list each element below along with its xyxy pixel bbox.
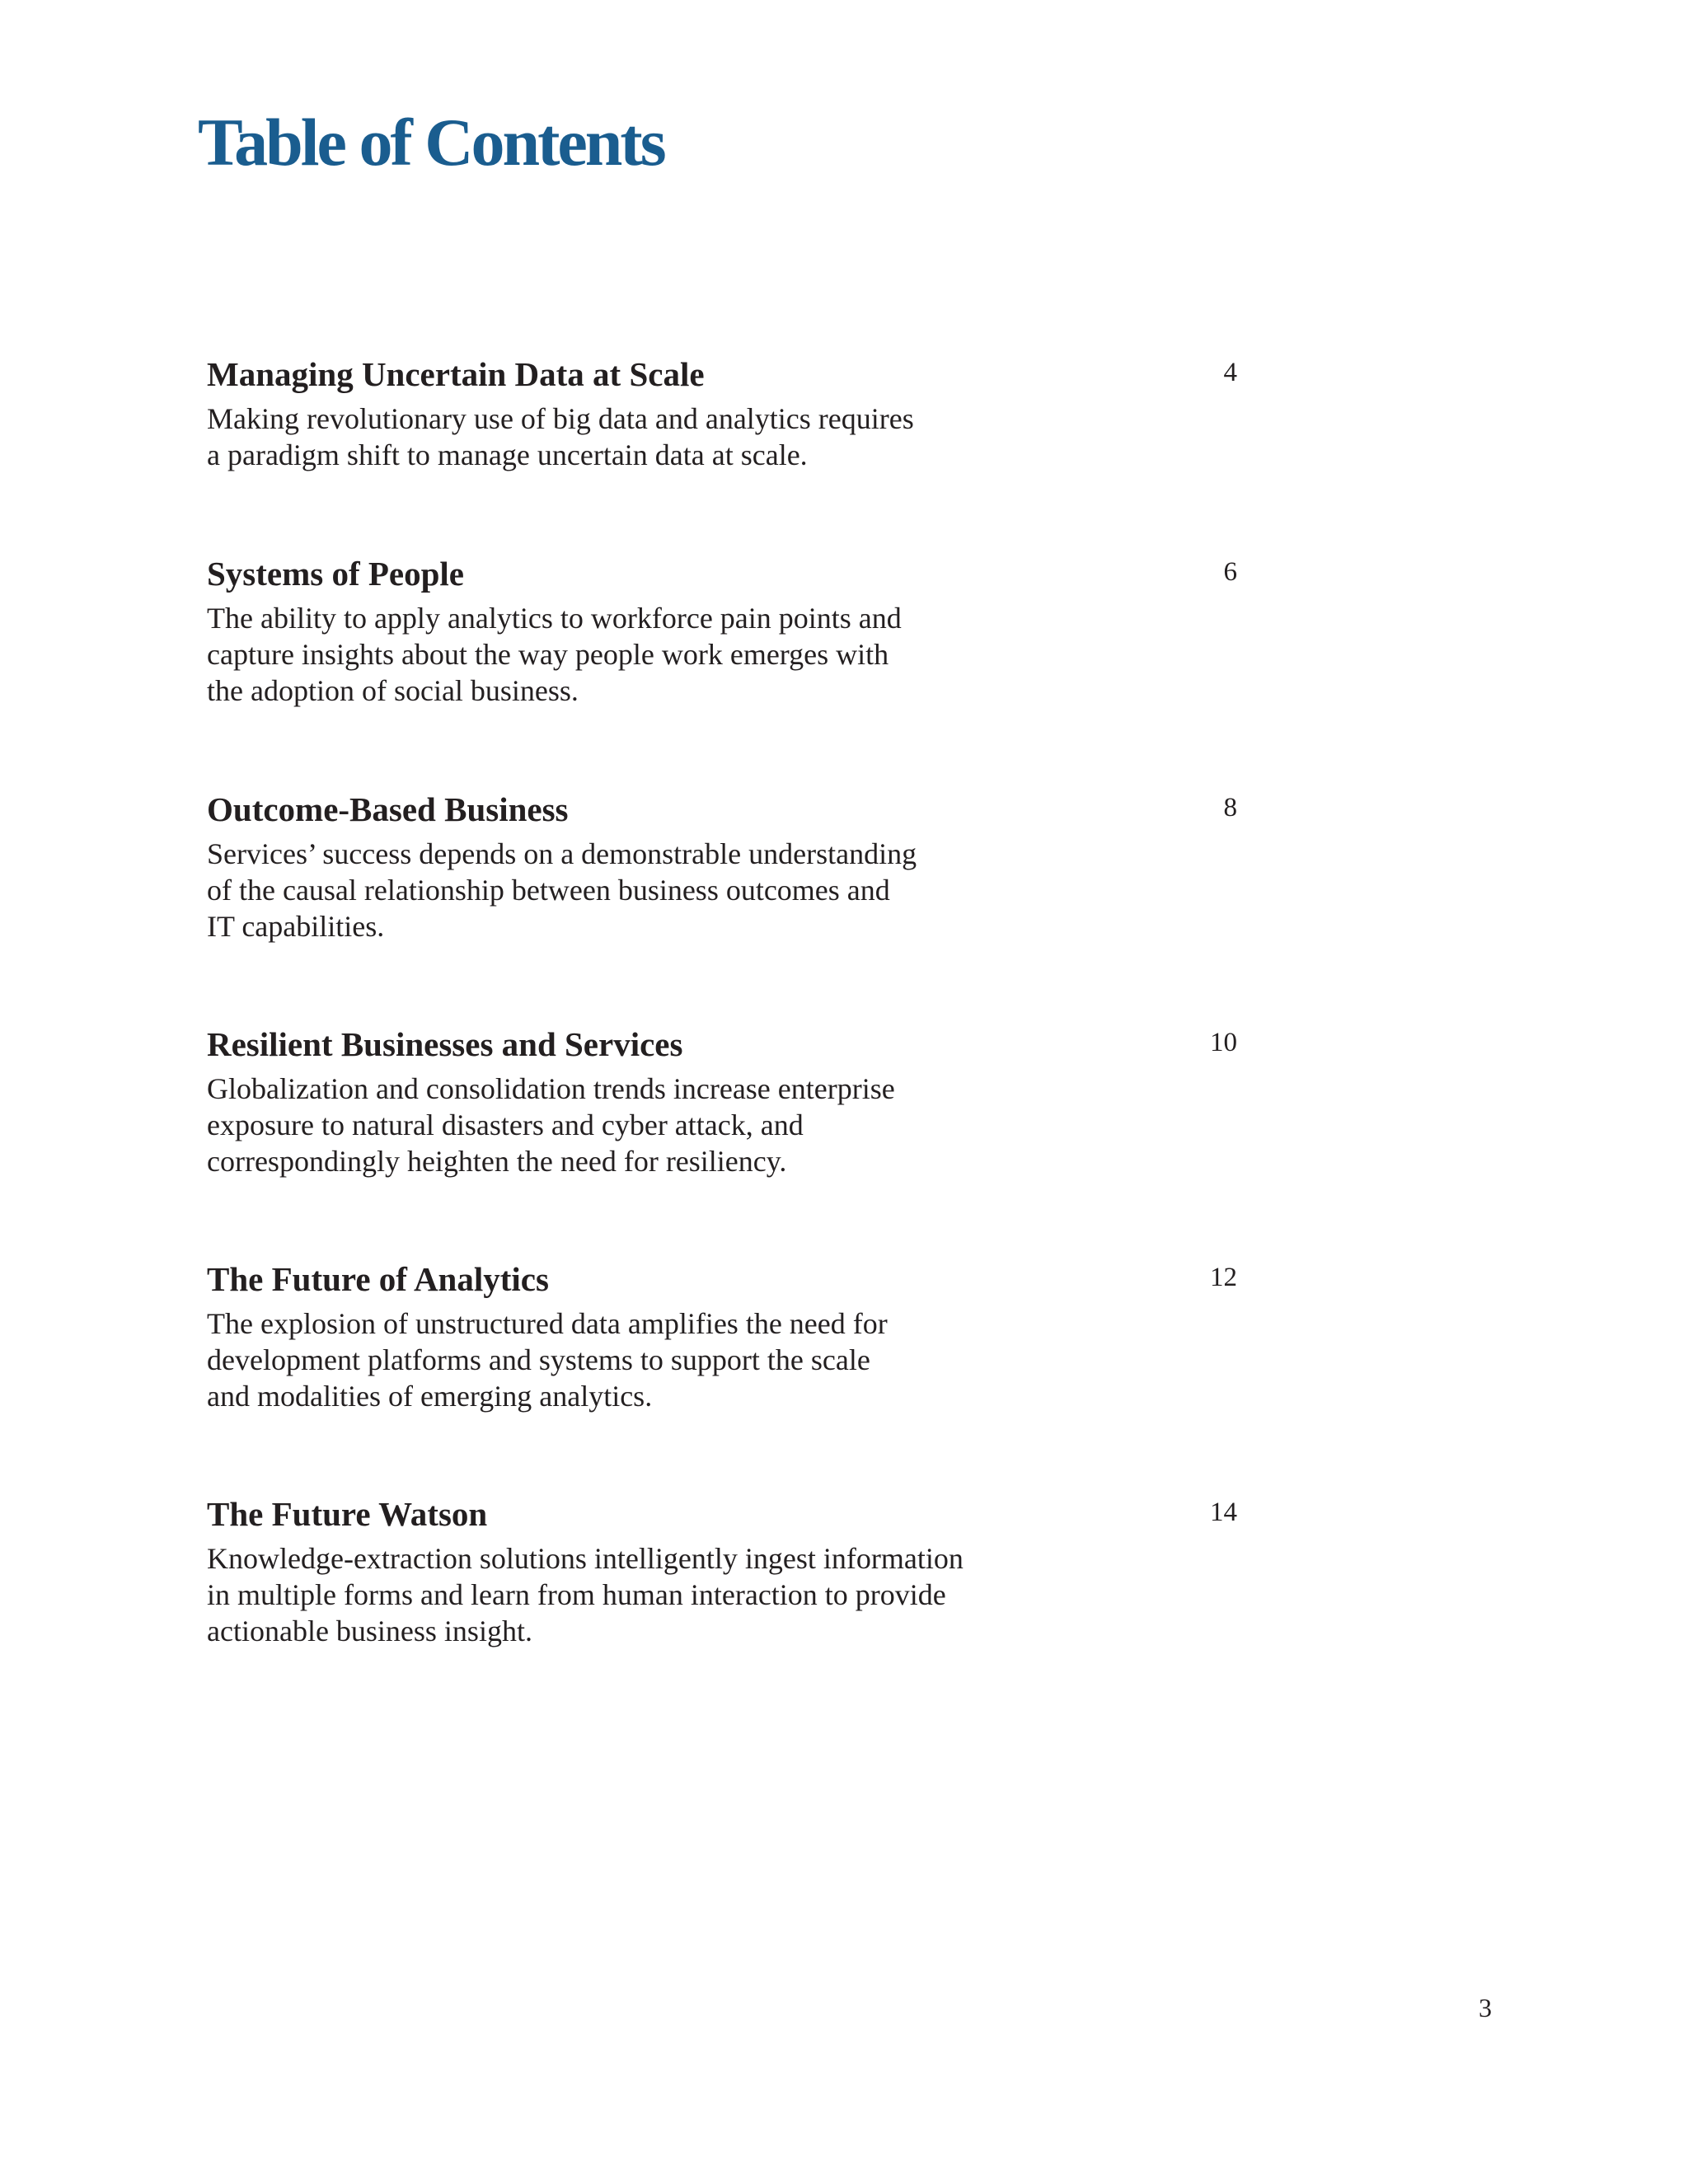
toc-entry-page-number[interactable]: 4 xyxy=(1223,358,1237,387)
toc-entry-heading[interactable]: Outcome-Based Business xyxy=(207,790,569,828)
toc-entry-page-number[interactable]: 10 xyxy=(1210,1028,1237,1057)
toc-entry-heading[interactable]: The Future Watson xyxy=(207,1495,488,1533)
toc-entry-page-number[interactable]: 8 xyxy=(1223,793,1237,823)
toc-entry[interactable] xyxy=(207,554,1237,709)
toc-entry-heading[interactable]: The Future of Analytics xyxy=(207,1260,549,1298)
toc-entry-description: Services’ success depends on a demonstrable understanding of the causal relationship between business outcomes and IT capabilities. xyxy=(207,837,917,943)
toc-entry-description: The explosion of unstructured data amplifies the need for development platforms and systems to support the scale and modalities of emerging analytics. xyxy=(207,1307,888,1413)
toc-entry[interactable] xyxy=(207,790,1237,944)
toc-entry-description: The ability to apply analytics to workforce pain points and capture insights about the way people work emerges with the adoption of social business. xyxy=(207,602,902,707)
toc-entry-page-number[interactable]: 6 xyxy=(1223,557,1237,587)
toc-entry-description: Globalization and consolidation trends increase enterprise exposure to natural disasters and cyber attack, and correspondingly heighten the need for resiliency. xyxy=(207,1072,895,1178)
toc-entry[interactable] xyxy=(207,1259,1237,1414)
toc-entry-heading[interactable]: Systems of People xyxy=(207,555,465,593)
toc-list xyxy=(207,0,1237,2184)
toc-entry[interactable] xyxy=(207,1494,1237,1649)
toc-entry[interactable] xyxy=(207,354,1237,473)
toc-entry[interactable] xyxy=(207,1024,1237,1179)
page-number: 3 xyxy=(1479,1993,1492,2022)
toc-entry-description: Knowledge-extraction solutions intelligently ingest information in multiple forms and learn from human interaction to provide actionable business insight. xyxy=(207,1542,964,1647)
toc-entry-page-number[interactable]: 14 xyxy=(1210,1497,1237,1527)
toc-entry-heading[interactable]: Managing Uncertain Data at Scale xyxy=(207,355,705,393)
page-title: Table of Contents xyxy=(198,105,664,180)
toc-entry-description: Making revolutionary use of big data and analytics requires a paradigm shift to manage uncertain data at scale. xyxy=(207,402,914,471)
toc-entry-page-number[interactable]: 12 xyxy=(1210,1263,1237,1292)
toc-entry-heading[interactable]: Resilient Businesses and Services xyxy=(207,1025,683,1063)
